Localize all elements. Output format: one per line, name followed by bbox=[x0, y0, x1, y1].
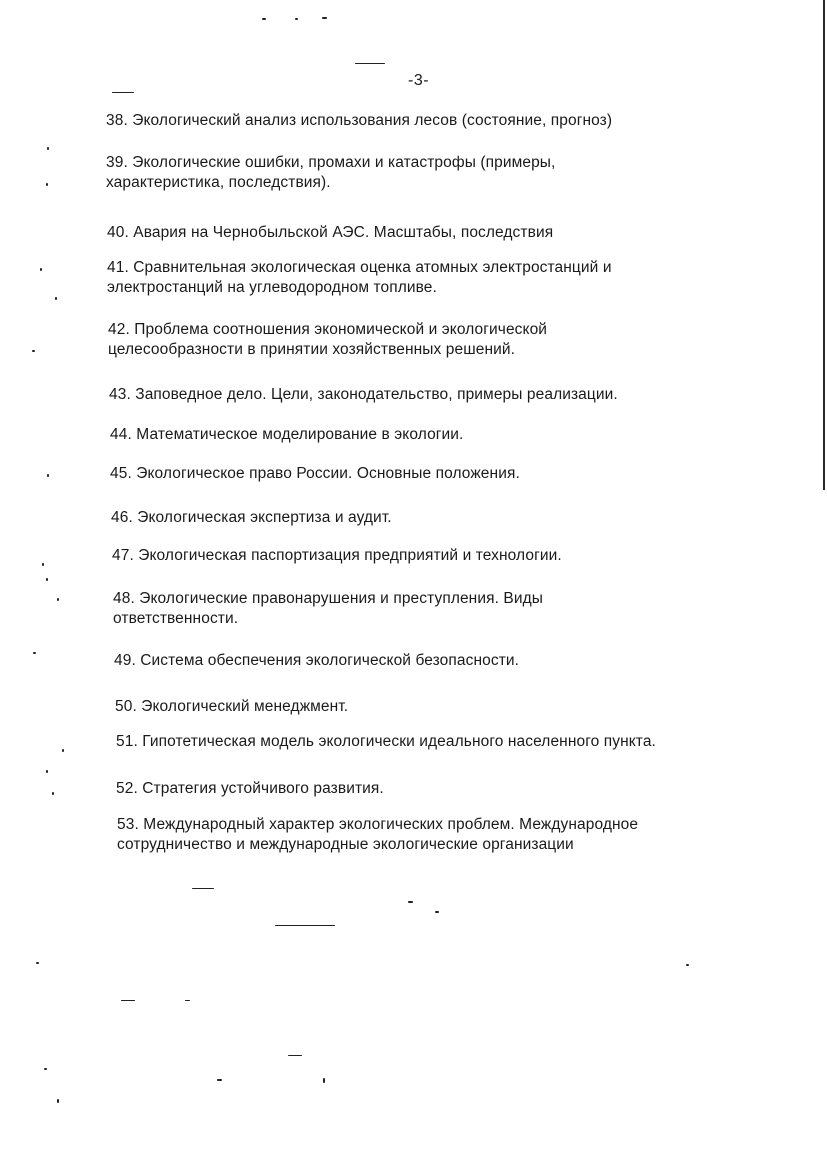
scan-noise bbox=[55, 297, 57, 300]
list-item-line: 38. Экологический анализ использования лесов (состояние, прогноз) bbox=[106, 112, 613, 129]
scan-noise bbox=[42, 563, 44, 566]
scan-noise bbox=[323, 1078, 325, 1083]
scan-noise bbox=[192, 888, 214, 889]
list-item-line: 42. Проблема соотношения экономической и экологической bbox=[108, 321, 548, 338]
scan-noise bbox=[47, 474, 49, 477]
list-item-line: 46. Экологическая экспертиза и аудит. bbox=[111, 509, 392, 526]
list-item-49 bbox=[114, 651, 519, 671]
list-item-39 bbox=[106, 153, 555, 193]
scan-noise bbox=[217, 1079, 222, 1081]
list-item-line: 51. Гипотетическая модель экологически идеального населенного пункта. bbox=[116, 733, 656, 750]
list-item-42 bbox=[108, 320, 547, 360]
list-item-line: 44. Математическое моделирование в экологии. bbox=[110, 426, 464, 443]
list-item-line: ответственности. bbox=[113, 610, 239, 627]
scan-noise bbox=[121, 1000, 135, 1001]
list-item-line: электростанций на углеводородном топливе. bbox=[107, 279, 437, 296]
list-item-line: целесообразности в принятии хозяйственных решений. bbox=[108, 341, 516, 358]
scan-noise bbox=[435, 911, 439, 913]
scan-noise bbox=[32, 350, 35, 352]
scan-noise bbox=[47, 147, 49, 150]
list-item-line: 45. Экологическое право России. Основные положения. bbox=[110, 465, 520, 482]
list-item-line: 41. Сравнительная экологическая оценка атомных электростанций и bbox=[107, 259, 612, 276]
list-item-line: сотрудничество и международные экологические организации bbox=[117, 836, 574, 853]
scan-noise bbox=[288, 1055, 302, 1056]
scan-noise bbox=[57, 598, 59, 601]
list-item-43 bbox=[109, 385, 618, 405]
scan-noise bbox=[62, 749, 64, 752]
list-item-53 bbox=[117, 815, 638, 855]
list-item-line: 50. Экологический менеджмент. bbox=[115, 698, 349, 715]
list-item-40 bbox=[107, 223, 553, 243]
scan-noise bbox=[275, 925, 335, 926]
scan-noise bbox=[408, 901, 413, 903]
list-item-44 bbox=[110, 425, 463, 445]
list-item-48 bbox=[113, 589, 543, 629]
list-item-line: 39. Экологические ошибки, промахи и катастрофы (примеры, bbox=[106, 154, 556, 171]
scan-noise bbox=[36, 962, 39, 964]
list-item-50 bbox=[115, 697, 348, 717]
scan-noise bbox=[52, 792, 54, 795]
list-item-line: характеристика, последствия). bbox=[106, 174, 331, 191]
list-item-line: 53. Международный характер экологических проблем. Международное bbox=[117, 816, 639, 833]
scan-noise bbox=[295, 18, 298, 20]
list-item-45 bbox=[110, 464, 520, 484]
list-item-line: 40. Авария на Чернобыльской АЭС. Масштабы, последствия bbox=[107, 224, 554, 241]
list-item-47 bbox=[112, 546, 562, 566]
page-number: -3- bbox=[408, 72, 430, 89]
scan-noise bbox=[185, 1000, 190, 1001]
list-item-38 bbox=[106, 111, 612, 131]
scan-noise bbox=[33, 652, 36, 654]
scan-noise bbox=[40, 268, 42, 271]
scan-noise bbox=[686, 964, 689, 966]
scan-noise bbox=[262, 18, 266, 20]
list-item-line: 47. Экологическая паспортизация предприятий и технологии. bbox=[112, 547, 562, 564]
scan-noise bbox=[46, 183, 48, 186]
scan-edge-shadow bbox=[823, 0, 825, 490]
scan-noise bbox=[44, 1068, 47, 1070]
scan-noise bbox=[112, 92, 134, 93]
scan-noise bbox=[46, 578, 48, 581]
list-item-line: 43. Заповедное дело. Цели, законодательство, примеры реализации. bbox=[109, 386, 618, 403]
list-item-line: 52. Стратегия устойчивого развития. bbox=[116, 780, 384, 797]
list-item-41 bbox=[107, 258, 612, 298]
list-item-line: 49. Система обеспечения экологической безопасности. bbox=[114, 652, 520, 669]
scan-noise bbox=[46, 770, 48, 773]
list-item-line: 48. Экологические правонарушения и преступления. Виды bbox=[113, 590, 543, 607]
scan-noise bbox=[57, 1099, 59, 1103]
list-item-52 bbox=[116, 779, 384, 799]
scan-noise bbox=[355, 63, 385, 64]
scan-noise bbox=[322, 17, 327, 19]
list-item-51 bbox=[116, 732, 656, 752]
list-item-46 bbox=[111, 508, 392, 528]
